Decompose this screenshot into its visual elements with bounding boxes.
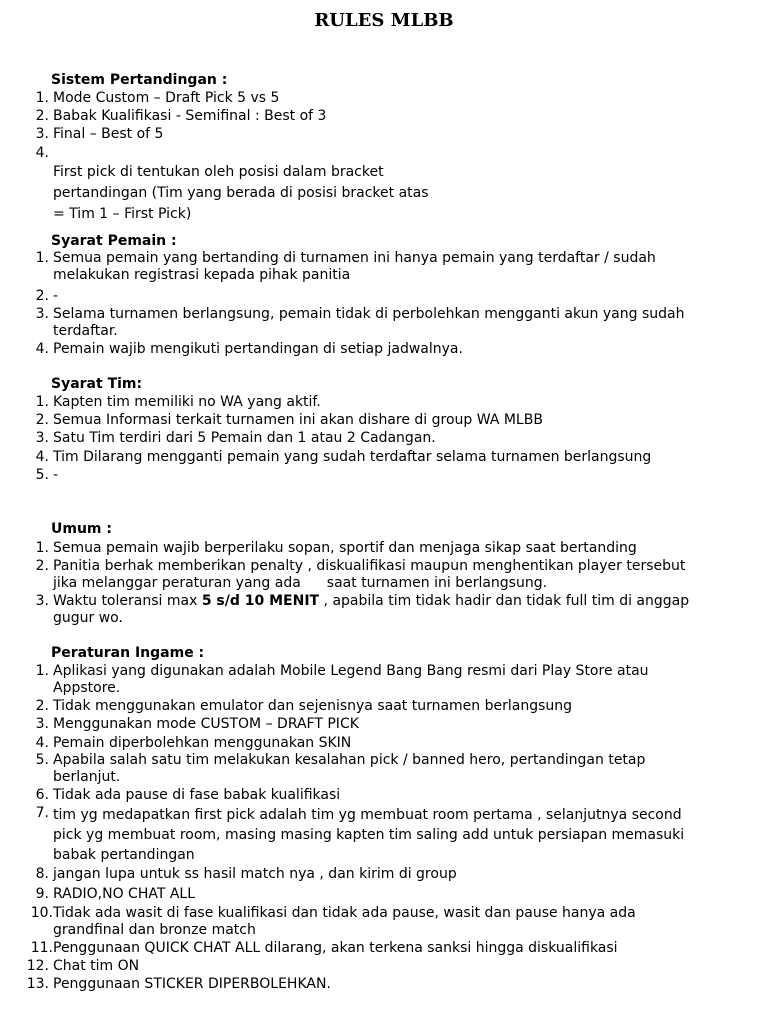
section-heading-umum: Umum : [51, 521, 112, 537]
section-heading-tim: Syarat Tim: [51, 376, 143, 392]
section-heading-pemain: Syarat Pemain : [51, 233, 177, 249]
section-heading-sistem: Sistem Pertandingan : [51, 72, 228, 88]
document-title: RULES MLBB [314, 10, 454, 31]
section-heading-ingame: Peraturan Ingame : [51, 645, 205, 661]
emphasis-text: 5 s/d 10 MENIT [201, 593, 320, 609]
